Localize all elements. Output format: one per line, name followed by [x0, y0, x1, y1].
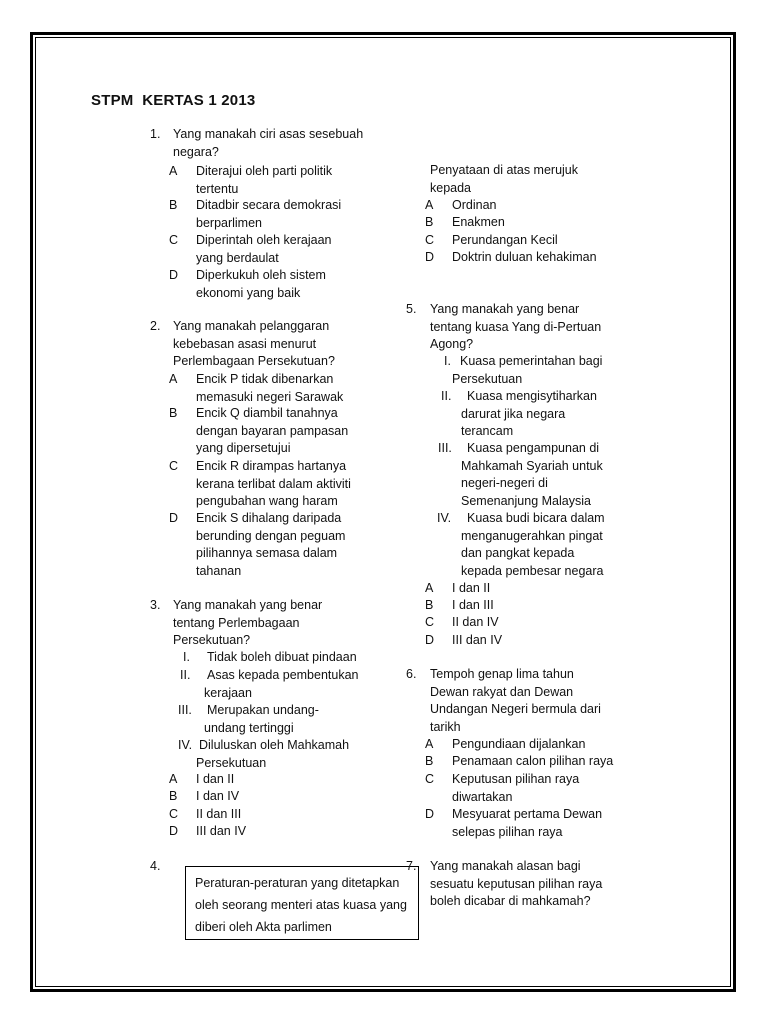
- statement-text: Kuasa pengampunan di: [467, 441, 600, 455]
- option-text: Ditadbir secara demokrasi: [196, 198, 342, 212]
- statement-text: dan pangkat kepada: [461, 546, 575, 560]
- statement-text: menganugerahkan pingat: [461, 528, 603, 543]
- option-letter: D: [169, 268, 179, 282]
- option-text: Encik Q diambil tanahnya: [196, 406, 338, 420]
- question-text: Yang manakah yang benar: [430, 302, 580, 316]
- statement-text: negeri-negeri di: [461, 476, 548, 490]
- option-text: I dan IV: [196, 789, 240, 803]
- question-number: 6.: [406, 667, 417, 681]
- question-text: kebebasan asasi menurut: [173, 336, 317, 351]
- question-number: 5.: [406, 302, 417, 316]
- option-letter: C: [425, 772, 435, 786]
- statement-text: Persekutuan: [452, 371, 523, 386]
- page-title: STPM KERTAS 1 2013: [91, 92, 256, 109]
- question-text: tentang kuasa Yang di-Pertuan: [430, 319, 602, 334]
- question-number: 3.: [150, 598, 161, 612]
- option-text: Encik R dirampas hartanya: [196, 459, 347, 473]
- statement-text: Persekutuan: [196, 755, 267, 770]
- option-text: II dan IV: [452, 615, 499, 629]
- question-number: 1.: [150, 127, 161, 141]
- quote-text: diberi oleh Akta parlimen: [195, 920, 332, 934]
- option-text: kerana terlibat dalam aktiviti: [196, 476, 351, 491]
- question-text: boleh dicabar di mahkamah?: [430, 894, 591, 908]
- option-text: Penamaan calon pilihan raya: [452, 754, 614, 768]
- option-letter: A: [169, 164, 178, 178]
- question-text: tarikh: [430, 719, 461, 734]
- option-text: berparlimen: [196, 215, 263, 230]
- option-text: Keputusan pilihan raya: [452, 772, 580, 786]
- quote-box: [185, 866, 419, 940]
- option-letter: D: [425, 250, 435, 264]
- option-text: Mesyuarat pertama Dewan: [452, 807, 603, 821]
- question-number: 2.: [150, 319, 161, 333]
- option-letter: C: [425, 615, 435, 629]
- statement-roman: I.: [183, 650, 190, 664]
- question-text: Undangan Negeri bermula dari: [430, 702, 601, 716]
- question-text: kepada: [430, 180, 472, 195]
- option-letter: C: [425, 233, 435, 247]
- option-text: I dan III: [452, 598, 494, 612]
- option-text: dengan bayaran pampasan: [196, 423, 349, 438]
- page-border-inner: [35, 37, 731, 987]
- option-letter: D: [169, 824, 179, 838]
- option-letter: D: [425, 633, 435, 647]
- statement-roman: IV.: [178, 738, 193, 752]
- statement-text: Merupakan undang-: [207, 703, 319, 717]
- question-number: 7.: [406, 859, 417, 873]
- option-text: III dan IV: [452, 633, 503, 647]
- option-text: I dan II: [196, 772, 235, 786]
- quote-text: Peraturan-peraturan yang ditetapkan: [195, 876, 400, 890]
- option-text: Doktrin duluan kehakiman: [452, 250, 597, 264]
- statement-roman: III.: [178, 703, 192, 717]
- question-number: 4.: [150, 859, 161, 873]
- option-text: selepas pilihan raya: [452, 824, 563, 839]
- statement-text: kerajaan: [204, 685, 252, 700]
- quote-text: oleh seorang menteri atas kuasa yang: [195, 898, 407, 912]
- option-text: Enakmen: [452, 215, 505, 229]
- option-text: pengubahan wang haram: [196, 494, 338, 508]
- question-text: Tempoh genap lima tahun: [430, 667, 574, 681]
- option-text: yang dipersetujui: [196, 441, 291, 455]
- option-letter: A: [169, 372, 178, 386]
- statement-roman: II.: [441, 389, 452, 403]
- option-letter: A: [425, 198, 434, 212]
- option-text: berunding dengan peguam: [196, 528, 346, 543]
- question-text: Yang manakah pelanggaran: [173, 319, 330, 333]
- option-letter: C: [169, 233, 179, 247]
- statement-text: Kuasa pemerintahan bagi: [460, 354, 603, 368]
- statement-text: kepada pembesar negara: [461, 563, 604, 578]
- question-text: Yang manakah alasan bagi: [430, 859, 581, 873]
- question-text: Perlembagaan Persekutuan?: [173, 354, 335, 368]
- statement-text: undang tertinggi: [204, 720, 294, 735]
- statement-text: Asas kepada pembentukan: [207, 668, 359, 682]
- option-text: Ordinan: [452, 198, 497, 212]
- option-letter: B: [169, 198, 178, 212]
- question-text: Agong?: [430, 337, 474, 351]
- option-text: III dan IV: [196, 824, 247, 838]
- option-letter: B: [169, 789, 178, 803]
- option-letter: C: [169, 459, 179, 473]
- question-text: Persekutuan?: [173, 633, 251, 647]
- statement-text: Diluluskan oleh Mahkamah: [199, 738, 350, 752]
- question-text: Penyataan di atas merujuk: [430, 163, 579, 177]
- option-text: tertentu: [196, 181, 239, 196]
- option-text: ekonomi yang baik: [196, 285, 301, 300]
- option-text: memasuki negeri Sarawak: [196, 389, 344, 404]
- statement-text: Mahkamah Syariah untuk: [461, 458, 603, 473]
- option-letter: C: [169, 807, 179, 821]
- option-text: II dan III: [196, 807, 242, 821]
- question-text: sesuatu keputusan pilihan raya: [430, 876, 603, 891]
- option-letter: A: [169, 772, 178, 786]
- option-text: Pengundiaan dijalankan: [452, 737, 586, 751]
- option-letter: A: [425, 737, 434, 751]
- option-text: Diperintah oleh kerajaan: [196, 233, 332, 247]
- option-text: Diperkukuh oleh sistem: [196, 268, 326, 282]
- statement-text: Tidak boleh dibuat pindaan: [207, 650, 357, 664]
- option-text: tahanan: [196, 563, 242, 578]
- statement-text: Kuasa budi bicara dalam: [467, 511, 605, 525]
- option-letter: B: [425, 754, 434, 768]
- question-text: Yang manakah ciri asas sesebuah: [173, 127, 364, 141]
- option-text: Perundangan Kecil: [452, 233, 558, 247]
- option-letter: B: [425, 598, 434, 612]
- statement-roman: II.: [180, 668, 191, 682]
- question-text: Yang manakah yang benar: [173, 598, 323, 612]
- statement-text: terancam: [461, 424, 514, 438]
- option-text: Encik P tidak dibenarkan: [196, 372, 334, 386]
- question-text: tentang Perlembagaan: [173, 615, 300, 630]
- option-letter: B: [425, 215, 434, 229]
- statement-text: Kuasa mengisytiharkan: [467, 389, 597, 403]
- option-text: Encik S dihalang daripada: [196, 511, 342, 525]
- question-text: negara?: [173, 144, 219, 159]
- option-letter: A: [425, 581, 434, 595]
- option-letter: D: [425, 807, 435, 821]
- option-letter: B: [169, 406, 178, 420]
- option-text: pilihannya semasa dalam: [196, 546, 338, 560]
- statement-text: Semenanjung Malaysia: [461, 493, 591, 508]
- option-text: yang berdaulat: [196, 250, 279, 265]
- option-text: Diterajui oleh parti politik: [196, 164, 333, 178]
- statement-text: darurat jika negara: [461, 406, 566, 421]
- question-text: Dewan rakyat dan Dewan: [430, 684, 574, 699]
- statement-roman: IV.: [437, 511, 452, 525]
- option-text: diwartakan: [452, 789, 513, 804]
- statement-roman: III.: [438, 441, 452, 455]
- statement-roman: I.: [444, 354, 451, 368]
- option-text: I dan II: [452, 581, 491, 595]
- option-letter: D: [169, 511, 179, 525]
